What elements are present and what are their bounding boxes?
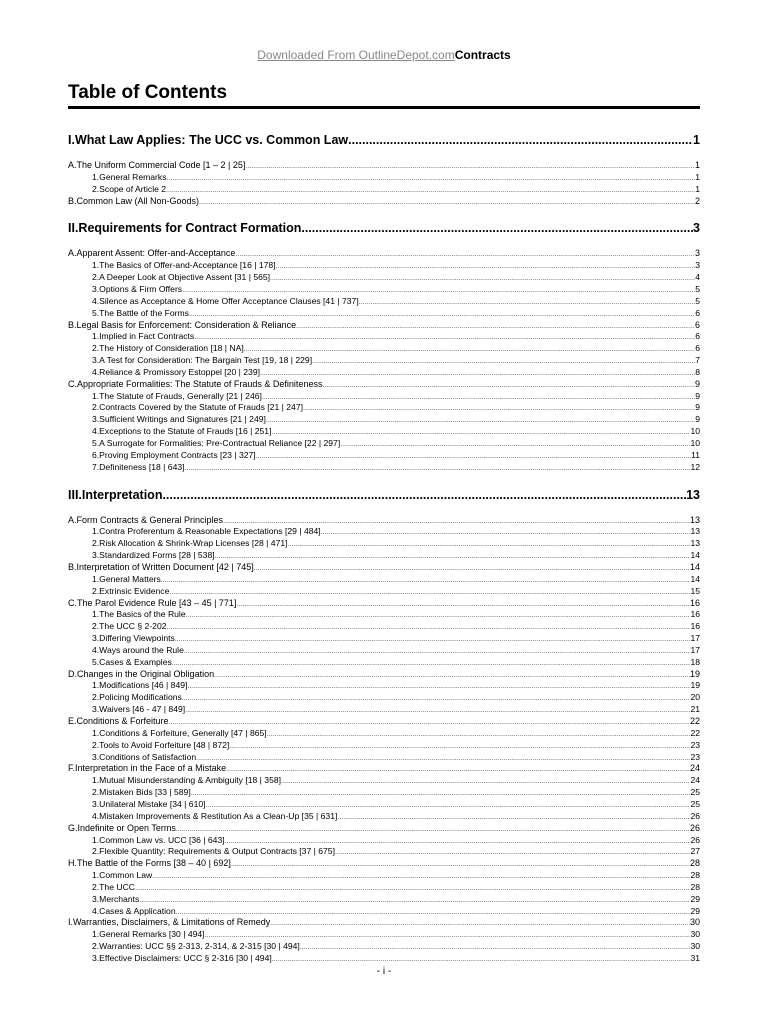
toc-entry-title: 2.The History of Consideration [18 | NA] [92, 343, 244, 354]
toc-entry-page: 28 [690, 881, 700, 892]
toc-entry-page: 16 [690, 621, 700, 632]
toc-section-entry[interactable] [68, 221, 700, 235]
toc-entry[interactable] [68, 835, 700, 845]
toc-entry-title: 2.Flexible Quantity: Requirements & Output Contracts [37 | 675] [92, 846, 335, 857]
toc-entry-title: C.The Parol Evidence Rule [43 – 45 | 771] [68, 597, 237, 608]
toc-leader-dots [256, 453, 691, 460]
toc-entry-page: 27 [690, 846, 700, 857]
toc-entry-page: 15 [690, 585, 700, 596]
toc-entry-page: 29 [690, 893, 700, 904]
toc-entry[interactable] [68, 799, 700, 809]
toc-leader-dots [322, 382, 695, 389]
toc-entry-title: 5.The Battle of the Forms [92, 307, 189, 318]
toc-entry-title: 1.Common Law [92, 870, 153, 881]
toc-entry-page: 22 [690, 727, 700, 738]
toc-entry-page: 14 [689, 561, 700, 572]
toc-entry[interactable] [68, 343, 700, 353]
toc-entry-title: 1.General Remarks [92, 171, 167, 182]
toc-leader-dots [270, 920, 690, 927]
page-header [0, 48, 768, 62]
toc-entry-page: 6 [694, 319, 700, 330]
toc-entry-title: F.Interpretation in the Face of a Mistake [68, 763, 227, 774]
toc-entry-title: 4.Cases & Application [92, 905, 176, 916]
toc-leader-dots [321, 529, 691, 536]
toc-entry[interactable] [68, 704, 700, 714]
toc-entry-page: 9 [695, 402, 700, 413]
toc-entry[interactable] [68, 550, 700, 560]
toc-entry[interactable] [68, 728, 700, 738]
toc-entry-title: 1.Implied in Fact Contracts [92, 331, 195, 342]
toc-leader-dots [199, 199, 695, 206]
toc-entry-title: 1.General Matters [92, 573, 161, 584]
toc-entry-page: 1 [693, 133, 700, 147]
toc-leader-dots [206, 802, 691, 809]
toc-entry-title: 6.Proving Employment Contracts [23 | 327] [92, 449, 256, 460]
toc-leader-dots [191, 790, 691, 797]
course-name: Contracts [454, 48, 511, 62]
toc-entry[interactable] [68, 462, 700, 472]
toc-entry[interactable] [68, 538, 700, 548]
toc-entry-page: 9 [695, 390, 700, 401]
toc-entry-page: 2 [694, 195, 700, 206]
title-divider [68, 106, 700, 109]
toc-entry[interactable] [68, 917, 700, 927]
toc-entry-title: 2.The UCC § 2-202 [92, 621, 167, 632]
toc-entry[interactable] [68, 308, 700, 318]
toc-leader-dots [167, 624, 691, 631]
toc-entry[interactable] [68, 598, 700, 608]
toc-entry-title: 5.A Surrogate for Formalities: Pre-Contractual Reliance [22 | 297] [92, 438, 341, 448]
toc-entry[interactable] [68, 391, 700, 401]
toc-entry-page: 30 [689, 917, 700, 928]
toc-entry-title: 1.Common Law vs. UCC [36 | 643] [92, 834, 225, 845]
toc-entry-page: 9 [695, 414, 700, 425]
toc-entry[interactable] [68, 586, 700, 596]
toc-entry[interactable] [68, 320, 700, 330]
toc-entry-page: 14 [690, 573, 700, 584]
toc-leader-dots [162, 488, 686, 502]
toc-entry-page: 23 [690, 751, 700, 762]
toc-entry[interactable] [68, 811, 700, 821]
toc-leader-dots [169, 719, 690, 726]
toc-leader-dots [231, 861, 690, 868]
toc-entry[interactable] [68, 574, 700, 584]
toc-leader-dots [254, 565, 690, 572]
toc-leader-dots [244, 346, 695, 353]
toc-entry-page: 3 [694, 248, 700, 259]
toc-entry[interactable] [68, 823, 700, 833]
toc-entry-page: 17 [690, 633, 700, 644]
toc-entry[interactable] [68, 367, 700, 377]
toc-leader-dots [187, 683, 690, 690]
toc-entry[interactable] [68, 894, 700, 904]
toc-entry[interactable] [68, 355, 700, 365]
toc-leader-dots [245, 163, 695, 170]
toc-entry-title: 1.Contra Proferentum & Reasonable Expectations [29 | 484] [92, 526, 321, 537]
toc-leader-dots [340, 441, 690, 448]
toc-entry[interactable] [68, 184, 700, 194]
toc-leader-dots [152, 873, 690, 880]
toc-leader-dots [176, 826, 690, 833]
toc-entry-page: 26 [690, 810, 700, 821]
toc-entry[interactable] [68, 929, 700, 939]
toc-entry[interactable] [68, 196, 700, 206]
toc-entry-page: 6 [695, 307, 700, 318]
toc-leader-dots [167, 175, 696, 182]
toc-leader-dots [276, 263, 696, 270]
toc-leader-dots [337, 814, 690, 821]
toc-entry-page: 1 [695, 183, 700, 194]
toc-entry[interactable] [68, 260, 700, 270]
toc-entry[interactable] [68, 515, 700, 525]
toc-entry-page: 3 [695, 260, 700, 271]
toc-entry-title: 4.Mistaken Improvements & Restitution As a Clean-Up [35 | 631] [92, 810, 338, 821]
toc-section-entry[interactable] [68, 133, 700, 147]
toc-entry-title: 3.Sufficient Writings and Signatures [21 | 249] [92, 414, 266, 425]
toc-entry[interactable] [68, 609, 700, 619]
toc-entry-title: 3.Effective Disclaimers: UCC § 2-316 [30 | 494] [92, 953, 272, 963]
toc-entry-title: A.Apparent Assent: Offer-and-Acceptance [68, 248, 236, 259]
toc-leader-dots [196, 755, 690, 762]
toc-entry-page: 8 [695, 366, 700, 377]
toc-leader-dots [176, 909, 691, 916]
toc-entry-title: 2.Contracts Covered by the Statute of Frauds [21 | 247] [92, 402, 303, 413]
toc-entry-page: 4 [695, 272, 700, 283]
toc-entry-title: 2.Mistaken Bids [33 | 589] [92, 787, 191, 798]
toc-entry[interactable] [68, 858, 700, 868]
toc-leader-dots [270, 275, 695, 282]
toc-entry-page: 13 [690, 538, 700, 549]
toc-entry-title: 4.Exceptions to the Statute of Frauds [16 | 251] [92, 426, 272, 437]
toc-entry-page: 12 [690, 461, 700, 472]
toc-leader-dots [139, 897, 690, 904]
toc-entry-page: 26 [690, 834, 700, 845]
toc-entry-page: 6 [695, 331, 700, 342]
toc-entry[interactable] [68, 402, 700, 412]
toc-entry-page: 1 [695, 171, 700, 182]
toc-entry-title: C.Appropriate Formalities: The Statute of Frauds & Definiteness [68, 378, 323, 389]
toc-entry-page: 30 [690, 929, 700, 940]
toc-entry-title: 1.The Basics of Offer-and-Acceptance [16 | 178] [92, 260, 276, 271]
toc-entry[interactable] [68, 562, 700, 572]
toc-entry-page: 29 [690, 905, 700, 916]
toc-entry[interactable] [68, 657, 700, 667]
toc-entry-page: 26 [689, 822, 700, 833]
toc-entry-page: 23 [690, 739, 700, 750]
toc-leader-dots [169, 589, 690, 596]
toc-entry-page: 5 [695, 283, 700, 294]
toc-entry-page: 19 [690, 680, 700, 691]
toc-entry-title: E.Conditions & Forfeiture [68, 716, 169, 726]
toc-entry-title: 1.Conditions & Forfeiture, Generally [47 | 865] [92, 727, 267, 738]
toc-entry-title: A.The Uniform Commercial Code [1 – 2 | 25] [68, 160, 246, 170]
toc-entry-page: 19 [689, 668, 700, 679]
toc-entry[interactable] [68, 870, 700, 880]
toc-entry-title: 3.Conditions of Satisfaction [92, 751, 197, 762]
toc-entry-page: 1 [694, 160, 700, 170]
toc-entry[interactable] [68, 787, 700, 797]
toc-leader-dots [281, 778, 690, 785]
toc-entry[interactable] [68, 645, 700, 655]
toc-entry-page: 16 [689, 597, 700, 608]
toc-entry-page: 17 [690, 644, 700, 655]
toc-entry[interactable] [68, 296, 700, 306]
toc-entry-title: 5.Cases & Examples [92, 656, 172, 667]
toc-entry-title: I.Warranties, Disclaimers, & Limitations of Remedy [68, 917, 271, 928]
toc-entry[interactable] [68, 740, 700, 750]
toc-leader-dots [359, 299, 695, 306]
toc-entry-page: 25 [690, 798, 700, 809]
toc-entry-title: 3.Unilateral Mistake [34 | 610] [92, 798, 206, 809]
toc-entry-title: 3.Standardized Forms [28 | 538] [92, 550, 215, 561]
toc-leader-dots [166, 187, 695, 194]
toc-entry-title: 7.Definiteness [18 | 643] [92, 461, 185, 472]
toc-leader-dots [215, 553, 691, 560]
toc-entry-page: 13 [689, 514, 700, 525]
toc-entry-title: 2.Extrinsic Evidence [92, 585, 170, 596]
toc-leader-dots [186, 612, 691, 619]
toc-entry-title: 2.Tools to Avoid Forfeiture [48 | 872] [92, 739, 230, 750]
toc-entry-page: 11 [691, 449, 700, 460]
toc-entry-title: 1.The Basics of the Rule [92, 609, 186, 620]
toc-entry-title: 3.A Test for Consideration: The Bargain Test [19, 18 | 229] [92, 355, 313, 366]
toc-entry-title: 1.Modifications [46 | 849] [92, 680, 188, 691]
toc-entry-title: 1.The Statute of Frauds, Generally [21 | 246] [92, 390, 262, 401]
toc-entry[interactable] [68, 716, 700, 726]
toc-entry-title: 2.The UCC [92, 881, 135, 892]
toc-entry[interactable] [68, 633, 700, 643]
toc-entry[interactable] [68, 426, 700, 436]
toc-entry-title: 4.Reliance & Promissory Estoppel [20 | 239] [92, 366, 260, 377]
toc-leader-dots [182, 287, 695, 294]
toc-entry-page: 5 [695, 295, 700, 306]
toc-leader-dots [185, 465, 691, 472]
toc-leader-dots [296, 323, 695, 330]
toc-section-entry[interactable] [68, 488, 700, 502]
toc-leader-dots [205, 932, 691, 939]
toc-leader-dots [184, 648, 691, 655]
toc-entry-title: 1.General Remarks [30 | 494] [92, 929, 205, 940]
toc-entry-title: 2.Warranties: UCC §§ 2-313, 2-314, & 2-315 [30 | 494] [92, 941, 300, 952]
toc-entry-title: 2.Risk Allocation & Shrink-Wrap Licenses [28 | 471] [92, 538, 288, 549]
toc-leader-dots [185, 707, 690, 714]
toc-leader-dots [288, 541, 691, 548]
toc-entry[interactable] [68, 248, 700, 258]
toc-entry-page: 7 [695, 355, 700, 366]
toc-entry[interactable] [68, 414, 700, 424]
toc-entry[interactable] [68, 172, 700, 182]
toc-leader-dots [229, 743, 690, 750]
toc-entry-title: H.The Battle of the Forms [38 – 40 | 692] [68, 858, 231, 869]
toc-entry-page: 10 [690, 438, 700, 448]
toc-leader-dots [161, 577, 691, 584]
toc-entry-page: 24 [690, 775, 700, 786]
toc-entry-title: B.Legal Basis for Enforcement: Consideration & Reliance [68, 319, 297, 330]
toc-entry-title: D.Changes in the Original Obligation [68, 668, 215, 679]
toc-entry[interactable] [68, 752, 700, 762]
toc-leader-dots [223, 518, 690, 525]
toc-entry-title: 3.Merchants [92, 893, 140, 904]
toc-leader-dots [214, 672, 690, 679]
toc-leader-dots [172, 660, 691, 667]
toc-leader-dots [303, 405, 695, 412]
toc-entry-page: 24 [689, 763, 700, 774]
toc-leader-dots [189, 311, 695, 318]
toc-entry-page: 16 [690, 609, 700, 620]
toc-leader-dots [225, 838, 691, 845]
toc-entry[interactable] [68, 272, 700, 282]
toc-entry[interactable] [68, 284, 700, 294]
toc-entry-title: 3.Waivers [46 - 47 | 849] [92, 704, 186, 715]
toc-leader-dots [262, 394, 695, 401]
toc-entry-page: 21 [690, 704, 700, 715]
toc-entry-page: 3 [693, 221, 700, 236]
toc-leader-dots [135, 885, 690, 892]
toc-entry[interactable] [68, 379, 700, 389]
toc-entry[interactable] [68, 775, 700, 785]
toc-leader-dots [226, 766, 690, 773]
toc-entry-title: 4.Silence as Acceptance & Home Offer Acceptance Clauses [41 | 737] [92, 295, 359, 306]
toc-leader-dots [175, 636, 691, 643]
toc-entry-title: B.Interpretation of Written Document [42 | 745] [68, 561, 254, 572]
toc-leader-dots [182, 695, 691, 702]
toc-leader-dots [267, 731, 691, 738]
toc-entry-title: B.Common Law (All Non-Goods) [68, 195, 200, 206]
toc-entry-page: 6 [695, 343, 700, 354]
page-title: Table of Contents [68, 82, 228, 103]
toc-entry[interactable] [68, 680, 700, 690]
toc-entry[interactable] [68, 941, 700, 951]
toc-entry-title: 4.Ways around the Rule [92, 644, 184, 655]
toc-entry-page: 9 [694, 378, 700, 389]
toc-entry[interactable] [68, 331, 700, 341]
toc-leader-dots [260, 370, 695, 377]
toc-entry[interactable] [68, 621, 700, 631]
toc-entry-title: 2.A Deeper Look at Objective Assent [31 | 565] [92, 272, 271, 283]
toc-leader-dots [348, 133, 693, 147]
toc-entry[interactable] [68, 953, 700, 963]
toc-leader-dots [301, 221, 693, 235]
toc-entry[interactable] [68, 906, 700, 916]
toc-entry[interactable] [68, 846, 700, 856]
toc-entry-title: 3.Differing Viewpoints [92, 633, 175, 644]
toc-leader-dots [236, 601, 690, 608]
toc-leader-dots [271, 429, 690, 436]
toc-entry[interactable] [68, 692, 700, 702]
toc-entry-page: 13 [690, 526, 700, 537]
toc-entry[interactable] [68, 763, 700, 773]
toc-leader-dots [266, 417, 695, 424]
toc-entry-page: 14 [690, 550, 700, 561]
toc-entry-page: 13 [686, 487, 700, 502]
toc-entry-page: 10 [690, 426, 700, 437]
toc-entry-title: II.Requirements for Contract Formation [68, 221, 302, 236]
toc-entry[interactable] [68, 669, 700, 679]
toc-leader-dots [194, 334, 695, 341]
toc-entry-page: 28 [690, 870, 700, 881]
toc-entry[interactable] [68, 160, 700, 170]
toc-entry-title: 1.Mutual Misunderstanding & Ambiguity [18 | 358] [92, 775, 282, 786]
toc-leader-dots [272, 956, 691, 963]
toc-entry-page: 18 [690, 656, 700, 667]
toc-entry-title: III.Interpretation [68, 487, 163, 502]
toc-entry-page: 22 [689, 716, 700, 726]
toc-entry-title: 2.Scope of Article 2 [92, 183, 167, 194]
toc-entry[interactable] [68, 438, 700, 448]
toc-entry[interactable] [68, 450, 700, 460]
toc-entry-title: A.Form Contracts & General Principles [68, 514, 224, 525]
toc-entry-page: 28 [689, 858, 700, 869]
toc-leader-dots [335, 849, 690, 856]
toc-leader-dots [235, 251, 695, 258]
toc-entry-page: 30 [690, 941, 700, 952]
download-source-link[interactable]: Downloaded From OutlineDepot.com [257, 48, 455, 62]
toc-entry[interactable] [68, 526, 700, 536]
toc-leader-dots [312, 358, 695, 365]
toc-entry-title: 3.Options & Firm Offers [92, 283, 183, 294]
page-number: - i - [376, 966, 392, 977]
toc-entry[interactable] [68, 882, 700, 892]
toc-entry-title: I.What Law Applies: The UCC vs. Common Law [68, 133, 349, 147]
toc-entry-title: G.Indefinite or Open Terms [68, 822, 176, 833]
toc-entry-page: 20 [690, 692, 700, 703]
toc-entry-page: 25 [690, 787, 700, 798]
toc-leader-dots [300, 944, 691, 951]
toc-entry-page: 31 [690, 953, 700, 963]
toc-entry-title: 2.Policing Modifications [92, 692, 182, 703]
